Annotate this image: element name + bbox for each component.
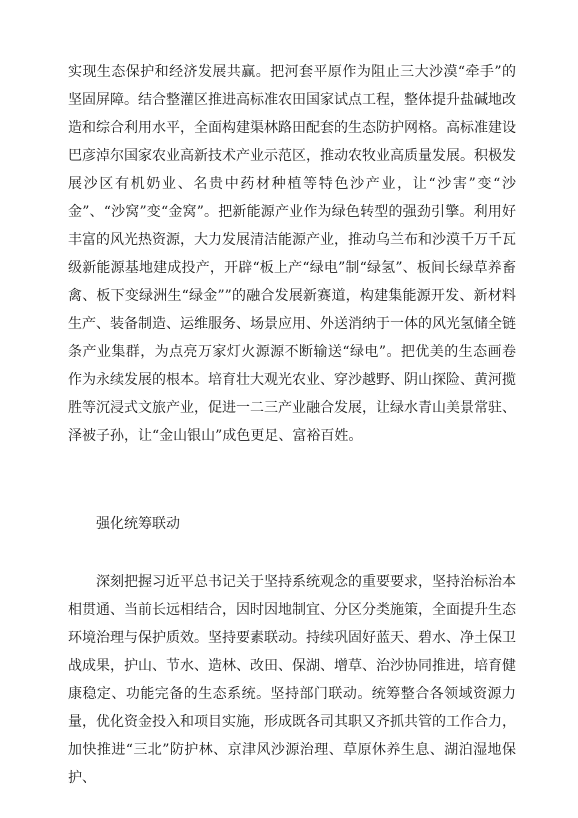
section-heading: 强化统筹联动 [96,516,180,532]
body-paragraph-2: 深刻把握习近平总书记关于坚持系统观念的重要要求，坚持治标治本相贯通、当前长远相结合，因时因地制宜、分区分类施策，全面提升生态环境治理与保护质效。坚持要素联动。持续巩固好蓝天、碧水、净土保卫战成果，护山、节水、造林、改田、保湖、增草、治沙协同推进，培育健康稳定、功能完备的生态系统。坚持部门联动。统筹整合各领域资源力量，优化资金投入和项目实施，形成既各司其职又齐抓共管的工作合力，加快推进“三北”防护林、京津风沙源治理、草原休养生息、湖泊湿地保护、 [68,574,516,786]
body-paragraph-1: 实现生态保护和经济发展共赢。把河套平原作为阻止三大沙漠“牵手”的坚固屏障。结合整灌区推进高标准农田国家试点工程，整体提升盐碱地改造和综合利用水平，全面构建渠林路田配套的生态防护网格。高标准建设巴彦淖尔国家农业高新技术产业示范区，推动农牧业高质量发展。积极发展沙区有机奶业、名贵中药材种植等特色沙产业，让“沙害”变“沙金”、“沙窝”变“金窝”。把新能源产业作为绿色转型的强劲引擎。利用好丰富的风光热资源，大力发展清洁能源产业，推动乌兰布和沙漠千万千瓦级新能源基地建成投产，开辟“板上产“绿电”制“绿氢”、板间长绿草养畜禽、板下变绿洲生“绿金””的融合发展新赛道，构建集能源开发、新材料生产、装备制造、运维服务、场景应用、外送消纳于一体的风光氢储全链条产业集群，为点亮万家灯火源源不断输送“绿电”。把优美的生态画卷作为永续发展的根本。培育壮大观光农业、穿沙越野、阴山探险、黄河揽胜等沉浸式文旅产业，促进一二三产业融合发展，让绿水青山美景常驻、泽被子孙，让“金山银山”成色更足、富裕百姓。 [68,64,516,444]
